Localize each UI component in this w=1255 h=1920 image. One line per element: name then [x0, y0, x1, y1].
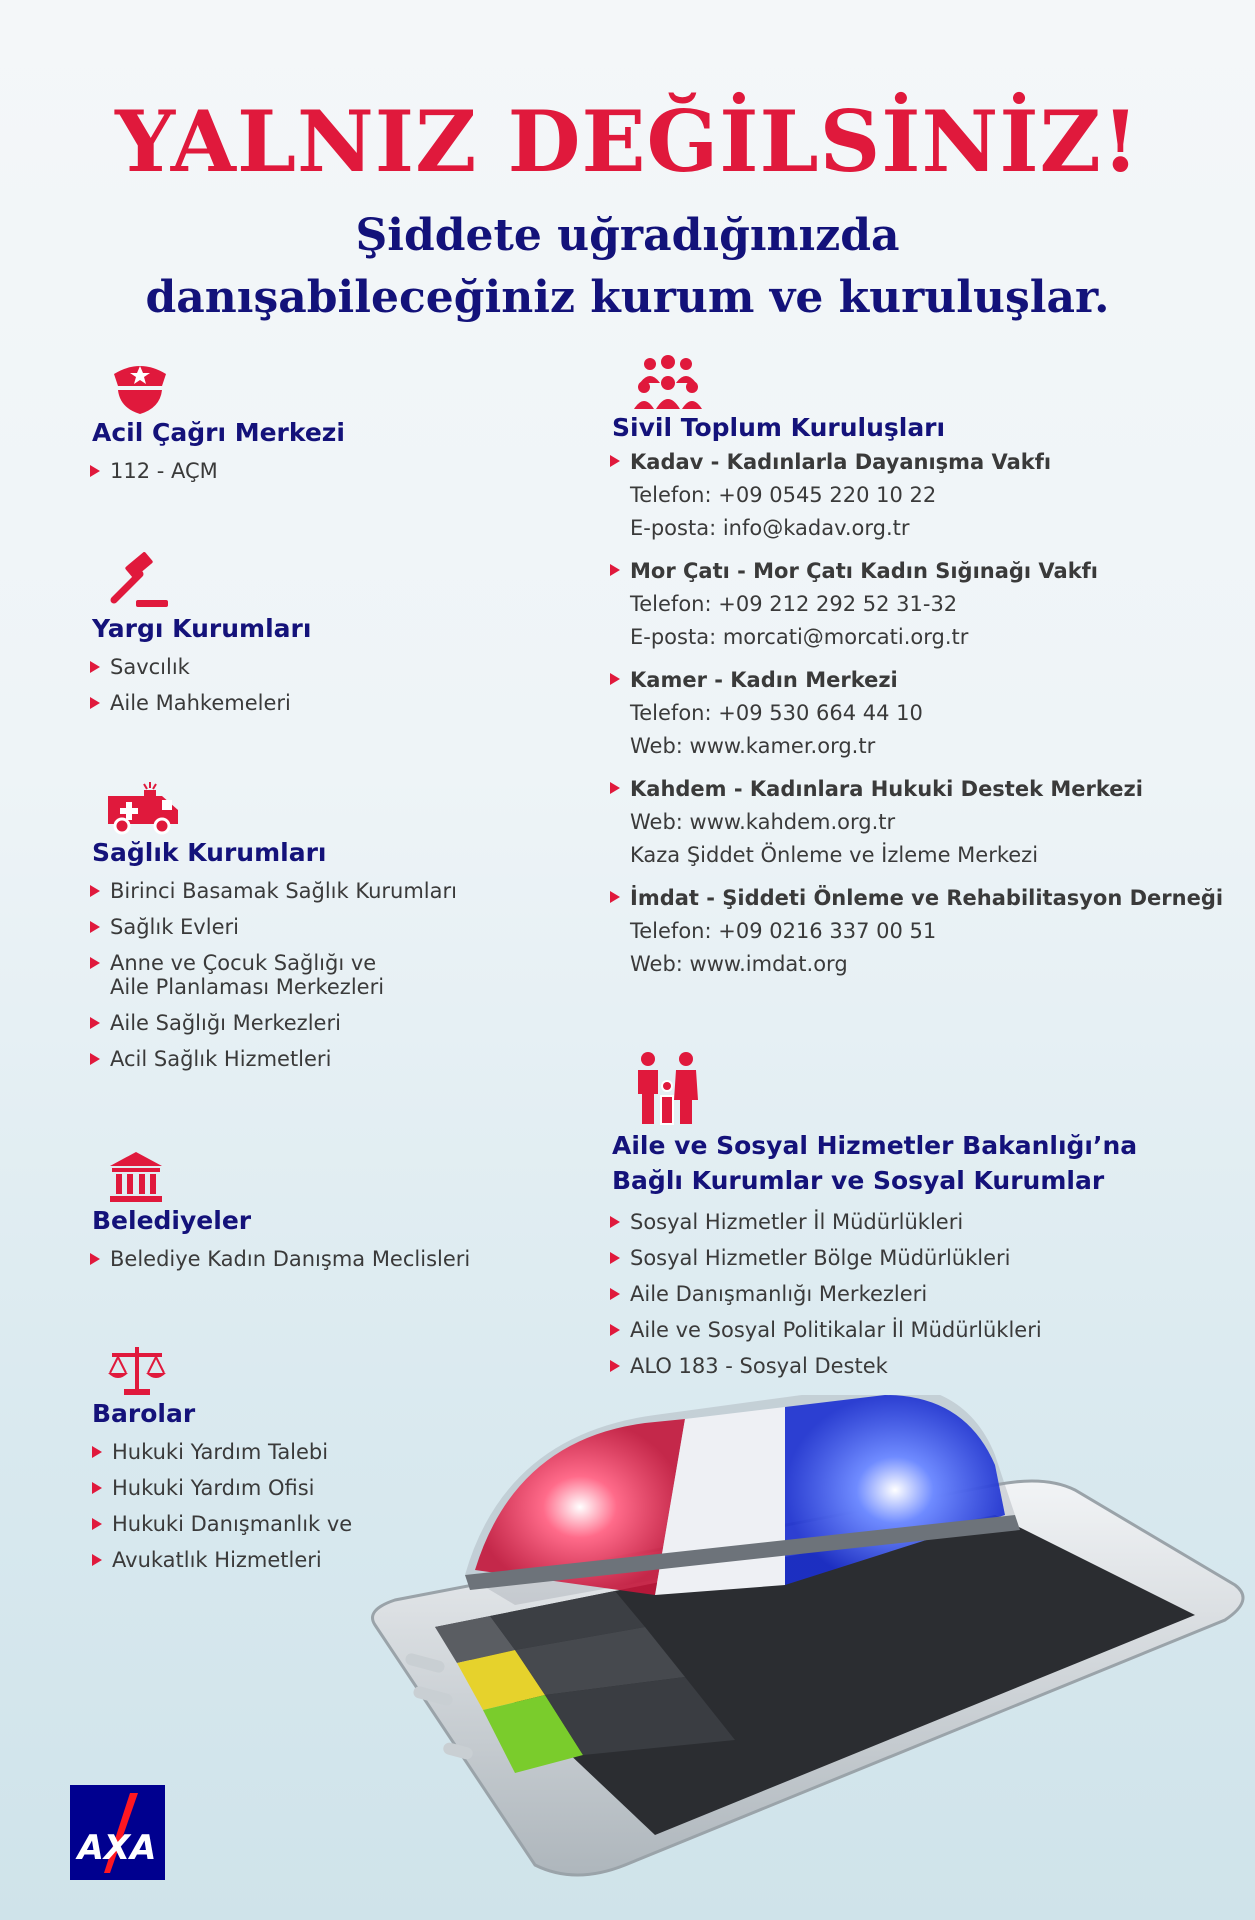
- org-list: [610, 446, 1223, 981]
- org-name: Kahdem - Kadınlara Hukuki Destek Merkezi: [630, 777, 1143, 801]
- org-web: Web: www.kamer.org.tr: [630, 734, 876, 758]
- list-item: ALO 183 - Sosyal Destek: [610, 1348, 1137, 1384]
- list-item: [90, 945, 457, 1005]
- item-list: [610, 1204, 1137, 1384]
- list-item: Hukuki Yardım Ofisi: [92, 1470, 352, 1506]
- org-item: [610, 773, 1223, 872]
- org-web: Web: www.kahdem.org.tr: [630, 810, 896, 834]
- section-barolar: [92, 1345, 352, 1578]
- axa-logo: [70, 1785, 165, 1880]
- list-item: Birinci Basamak Sağlık Kurumları: [90, 873, 457, 909]
- section-yargi: [92, 552, 311, 721]
- org-phone: Telefon: +09 0545 220 10 22: [630, 483, 937, 507]
- org-web: Web: www.imdat.org: [630, 952, 848, 976]
- section-stk: [612, 355, 1223, 991]
- municipality-building-icon: [108, 1150, 164, 1204]
- org-name: Kamer - Kadın Merkezi: [630, 668, 898, 692]
- list-item: Aile Sağlığı Merkezleri: [90, 1005, 457, 1041]
- section-title: Yargı Kurumları: [92, 614, 312, 643]
- org-item: [610, 555, 1223, 654]
- list-item: Sosyal Hizmetler Bölge Müdürlükleri: [610, 1240, 1137, 1276]
- list-item-line-2: Aile Planlaması Merkezleri: [110, 975, 385, 999]
- item-list: [90, 649, 311, 721]
- org-item: [610, 446, 1223, 545]
- org-email: E-posta: info@kadav.org.tr: [630, 516, 910, 540]
- section-title: Barolar: [92, 1399, 196, 1428]
- org-phone: Telefon: +09 212 292 52 31-32: [630, 592, 958, 616]
- gavel-icon: [106, 552, 176, 612]
- list-item: Aile Mahkemeleri: [90, 685, 311, 721]
- list-item: Belediye Kadın Danışma Meclisleri: [90, 1241, 470, 1277]
- people-group-icon: [632, 355, 704, 411]
- org-phone: Telefon: +09 0216 337 00 51: [630, 919, 937, 943]
- subtitle-line-1: Şiddete uğradığınızda: [355, 210, 900, 261]
- item-list: [92, 1434, 352, 1578]
- org-note: Kaza Şiddet Önleme ve İzleme Merkezi: [630, 843, 1039, 867]
- list-item-line-1: Anne ve Çocuk Sağlığı ve: [110, 951, 377, 975]
- org-name: Kadav - Kadınlarla Dayanışma Vakfı: [630, 450, 1052, 474]
- page-title: YALNIZ DEĞİLSİNİZ!: [115, 92, 1140, 191]
- section-bakanlik: [612, 1050, 1137, 1384]
- section-saglik: [92, 780, 457, 1077]
- list-item: Hukuki Yardım Talebi: [92, 1434, 352, 1470]
- item-list: [90, 873, 457, 1077]
- section-title-line-2: Bağlı Kurumlar ve Sosyal Kurumlar: [612, 1166, 1105, 1195]
- section-title-line-1: Aile ve Sosyal Hizmetler Bakanlığı’na: [612, 1131, 1138, 1160]
- list-item: Aile Danışmanlığı Merkezleri: [610, 1276, 1137, 1312]
- section-title: Sivil Toplum Kuruluşları: [612, 413, 946, 442]
- list-item: Hukuki Danışmanlık ve: [92, 1506, 352, 1542]
- section-title: [612, 1128, 1137, 1198]
- org-item: [610, 664, 1223, 763]
- section-belediye: [92, 1150, 470, 1277]
- org-item: [610, 882, 1223, 981]
- org-name: İmdat - Şiddeti Önleme ve Rehabilitasyon Derneği: [630, 886, 1224, 910]
- org-email: E-posta: morcati@morcati.org.tr: [630, 625, 969, 649]
- item-list: [90, 1241, 470, 1277]
- list-item: Avukatlık Hizmetleri: [92, 1542, 352, 1578]
- subtitle-line-2: danışabileceğiniz kurum ve kuruluşlar.: [145, 272, 1110, 323]
- org-name: Mor Çatı - Mor Çatı Kadın Sığınağı Vakfı: [630, 559, 1098, 583]
- section-title: Belediyeler: [92, 1206, 252, 1235]
- section-title: Acil Çağrı Merkezi: [92, 418, 345, 447]
- item-list: [90, 453, 345, 489]
- axa-logo-mark: [70, 1785, 165, 1880]
- list-item: 112 - AÇM: [90, 453, 345, 489]
- section-title: Sağlık Kurumları: [92, 838, 327, 867]
- list-item: Sosyal Hizmetler İl Müdürlükleri: [610, 1204, 1137, 1240]
- list-item: Aile ve Sosyal Politikalar İl Müdürlükleri: [610, 1312, 1137, 1348]
- axa-logo-text: AXA: [77, 1828, 157, 1868]
- family-icon: [634, 1050, 700, 1126]
- list-item: Sağlık Evleri: [90, 909, 457, 945]
- section-acil: [92, 360, 345, 489]
- list-item: Acil Sağlık Hizmetleri: [90, 1041, 457, 1077]
- scales-icon: [106, 1345, 168, 1397]
- ambulance-icon: [106, 780, 182, 836]
- police-badge-icon: [110, 360, 170, 416]
- org-phone: Telefon: +09 530 664 44 10: [630, 701, 923, 725]
- phone-siren-illustration: [355, 1395, 1255, 1895]
- list-item: Savcılık: [90, 649, 311, 685]
- page-subtitle: [0, 205, 1255, 329]
